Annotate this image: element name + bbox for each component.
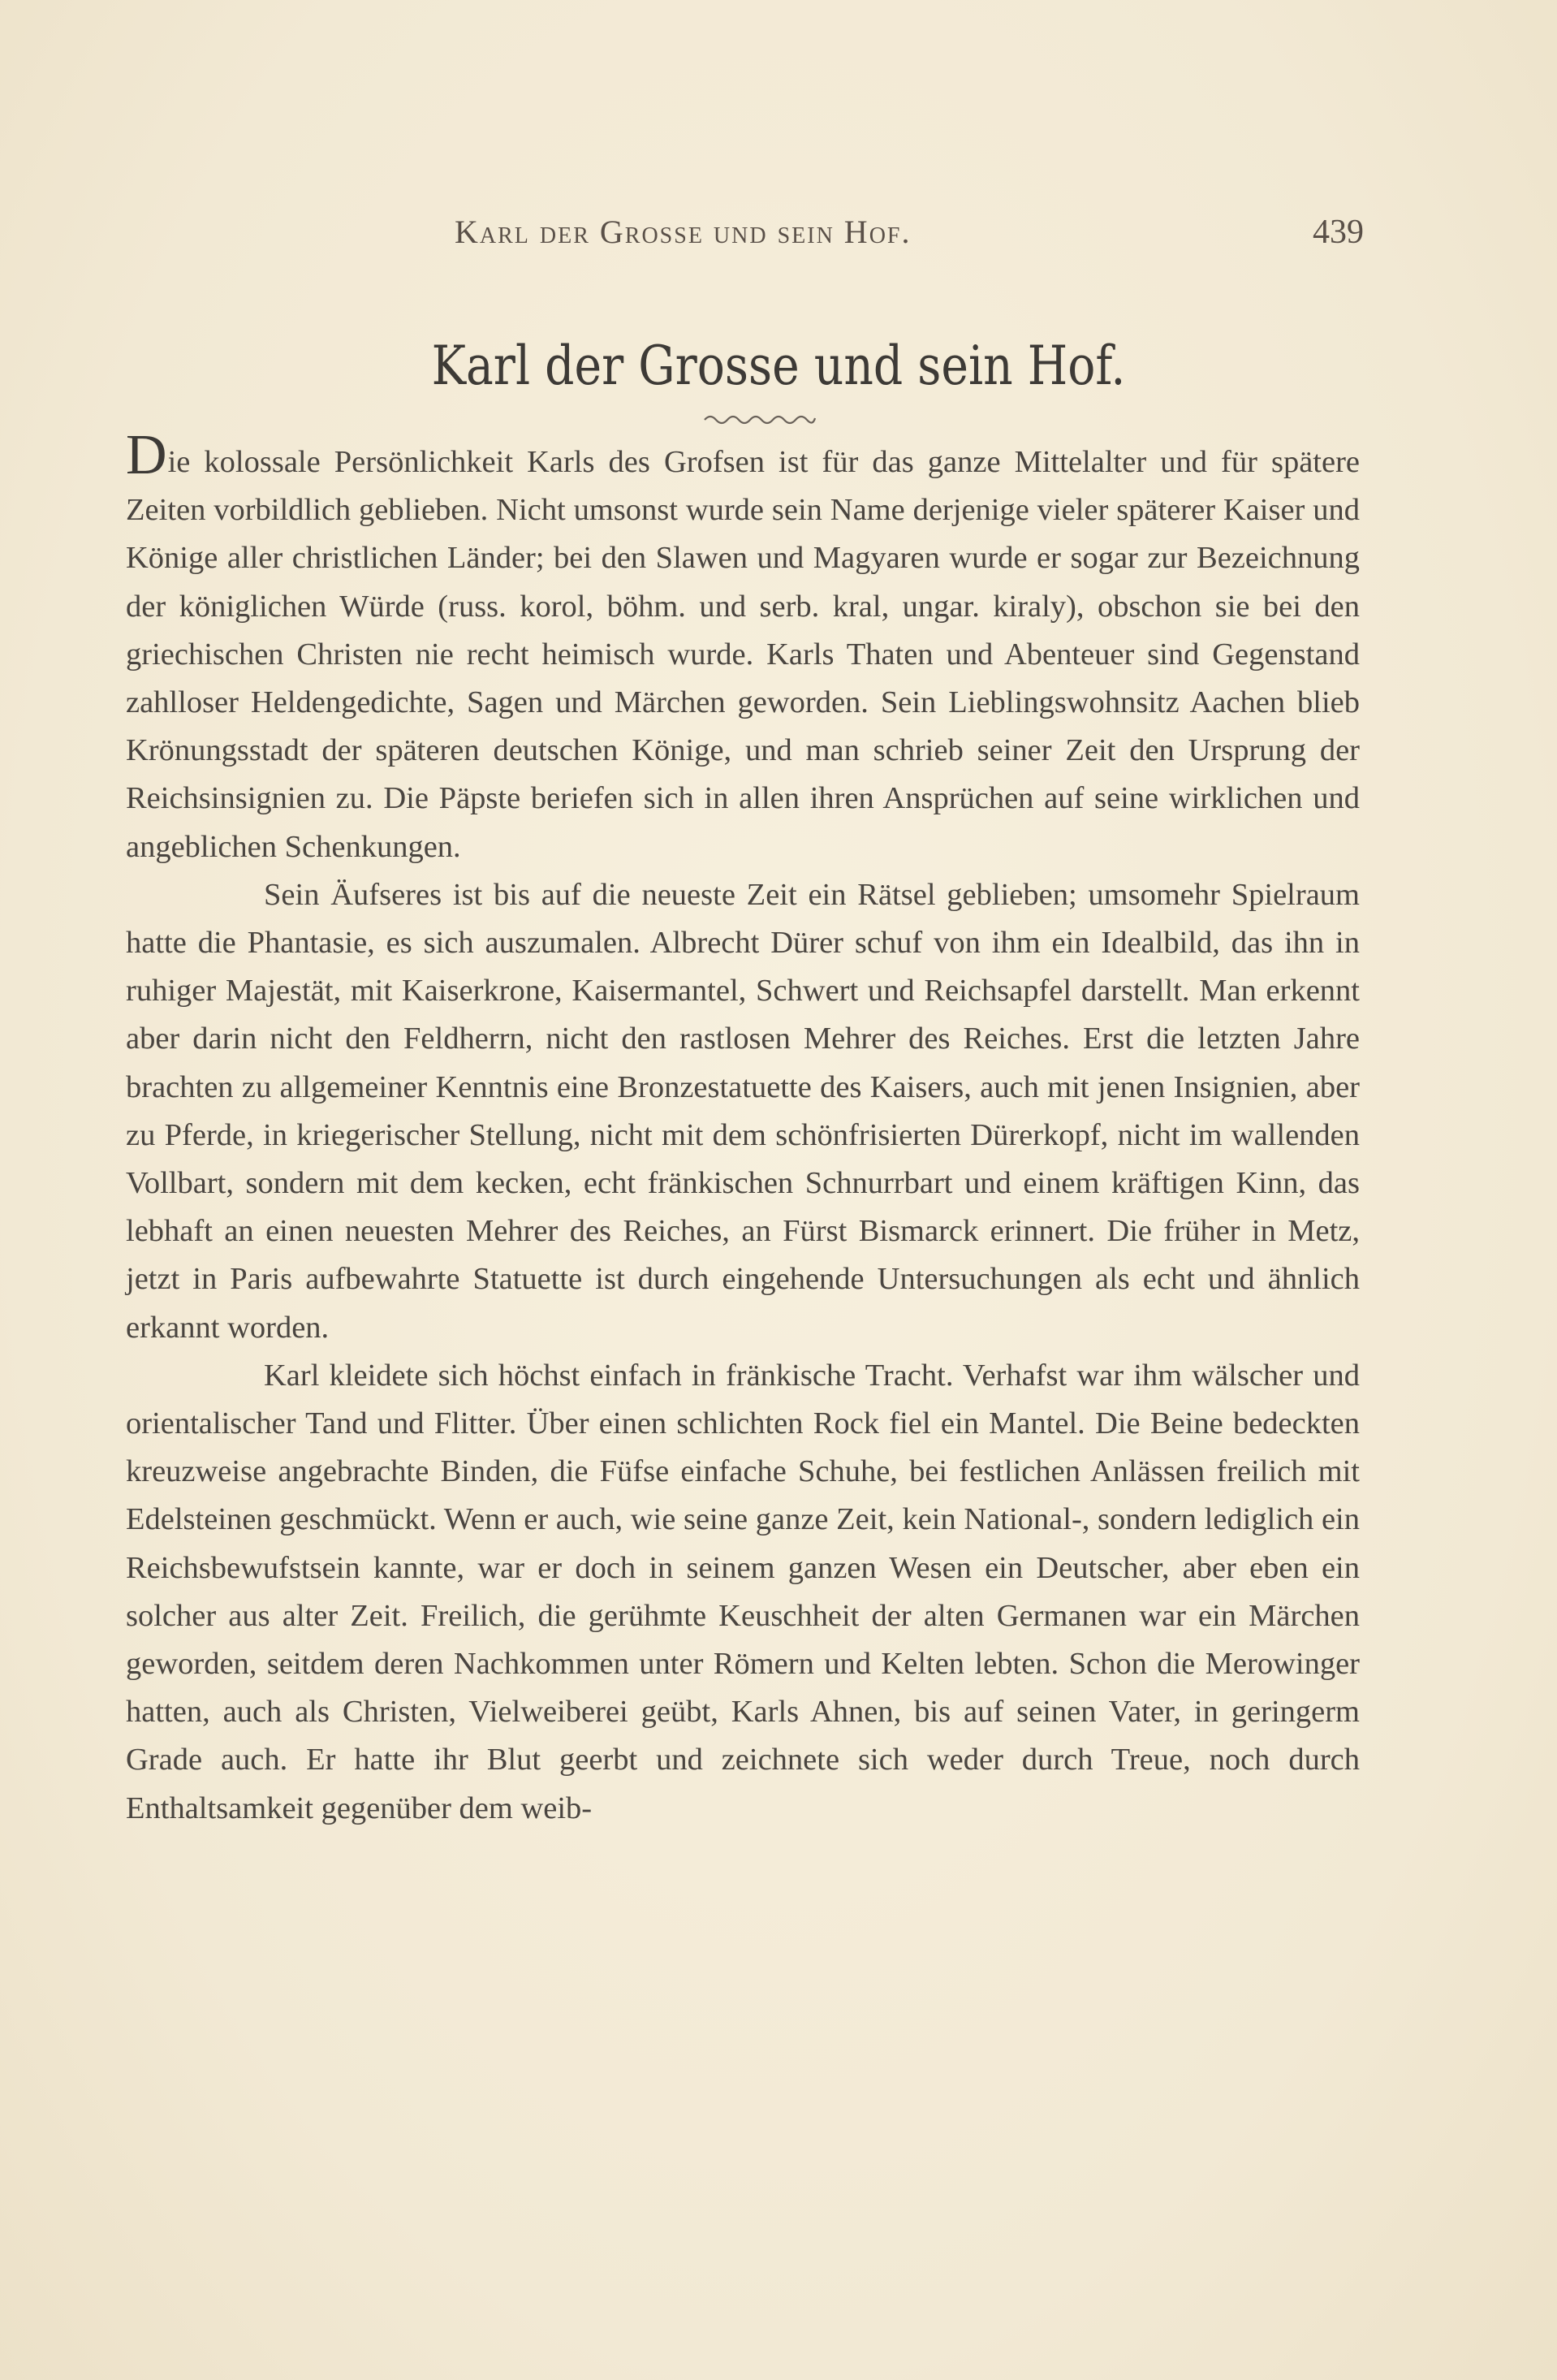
body-text [126, 424, 1360, 1833]
page-number: 439 [1313, 214, 1364, 251]
running-title: Karl der Grosse und sein Hof. [455, 214, 912, 250]
paragraph-2: Sein Äufseres ist bis auf die neueste Zeit ein Rätsel geblieben; umsomehr Spielraum hatte die Phantasie, es sich auszumalen. Albrecht Dürer schuf von ihm ein Idealbild, das ihn in ruhiger Majestät, mit Kaiserkrone, Kaisermantel, Schwert und Reichsapfel darstellt. Man erkennt aber darin nicht den Feldherrn, nicht den rastlosen Mehrer des Reiches. Erst die letzten Jahre brachten zu allgemeiner Kenntnis eine Bronzestatuette des Kaisers, auch mit jenen Insignien, aber zu Pferde, in kriegerischer Stellung, nicht mit dem schönfrisierten Dürerkopf, nicht im wallenden Vollbart, sondern mit dem kecken, echt fränkischen Schnurrbart und einem kräftigen Kinn, das lebhaft an einen neuesten Mehrer des Reiches, an Fürst Bismarck erinnert. Die früher in Metz, jetzt in Paris aufbewahrte Statuette ist durch eingehende Untersuchungen als echt und ähnlich erkannt worden. [126, 877, 1360, 1345]
paragraph-1-text: ie kolossale Persönlichkeit Karls des Grofsen ist für das ganze Mittelalter und für spätere Zeiten vorbildlich geblieben. Nicht umsonst wurde sein Name derjenige vieler späterer Kaiser und Könige aller christlichen Länder; bei den Slawen und Magyaren wurde er sogar zur Bezeichnung der königlichen Würde (russ. korol, böhm. und serb. kral, ungar. kiraly), obschon sie bei den griechischen Christen nie recht heimisch wurde. Karls Thaten und Abenteuer sind Gegenstand zahlloser Heldengedichte, Sagen und Märchen geworden. Sein Lieblingswohnsitz Aachen blieb Krönungsstadt der späteren deutschen Könige, und man schrieb seiner Zeit den Ursprung der Reichsinsignien zu. Die Päpste beriefen sich in allen ihren Ansprüchen auf seine wirklichen und angeblichen Schenkungen. [126, 445, 1360, 864]
paragraph-3: Karl kleidete sich höchst einfach in fränkische Tracht. Verhafst war ihm wälscher und orientalischer Tand und Flitter. Über einen schlichten Rock fiel ein Mantel. Die Beine bedeckten kreuzweise angebrachte Binden, die Füfse einfache Schuhe, bei festlichen Anlässen freilich mit Edelsteinen geschmückt. Wenn er auch, wie seine ganze Zeit, kein National-, sondern lediglich ein Reichsbewufstsein kannte, war er doch in seinem ganzen Wesen ein Deutscher, aber eben ein solcher aus alter Zeit. Freilich, die gerühmte Keuschheit der alten Germanen war ein Märchen geworden, seitdem deren Nachkommen unter Römern und Kelten lebten. Schon die Merowinger hatten, auch als Christen, Vielweiberei geübt, Karls Ahnen, bis auf seinen Vater, in geringerm Grade auch. Er hatte ihr Blut geerbt und zeichnete sich weder durch Treue, noch durch Enthaltsamkeit gegenüber dem weib- [126, 1358, 1360, 1825]
running-header [455, 213, 1364, 261]
paragraph-1 [126, 424, 1360, 871]
chapter-title: Karl der Grosse und sein Hof. [431, 335, 1126, 397]
wavy-ornament [703, 410, 817, 426]
drop-cap: D [126, 424, 167, 486]
